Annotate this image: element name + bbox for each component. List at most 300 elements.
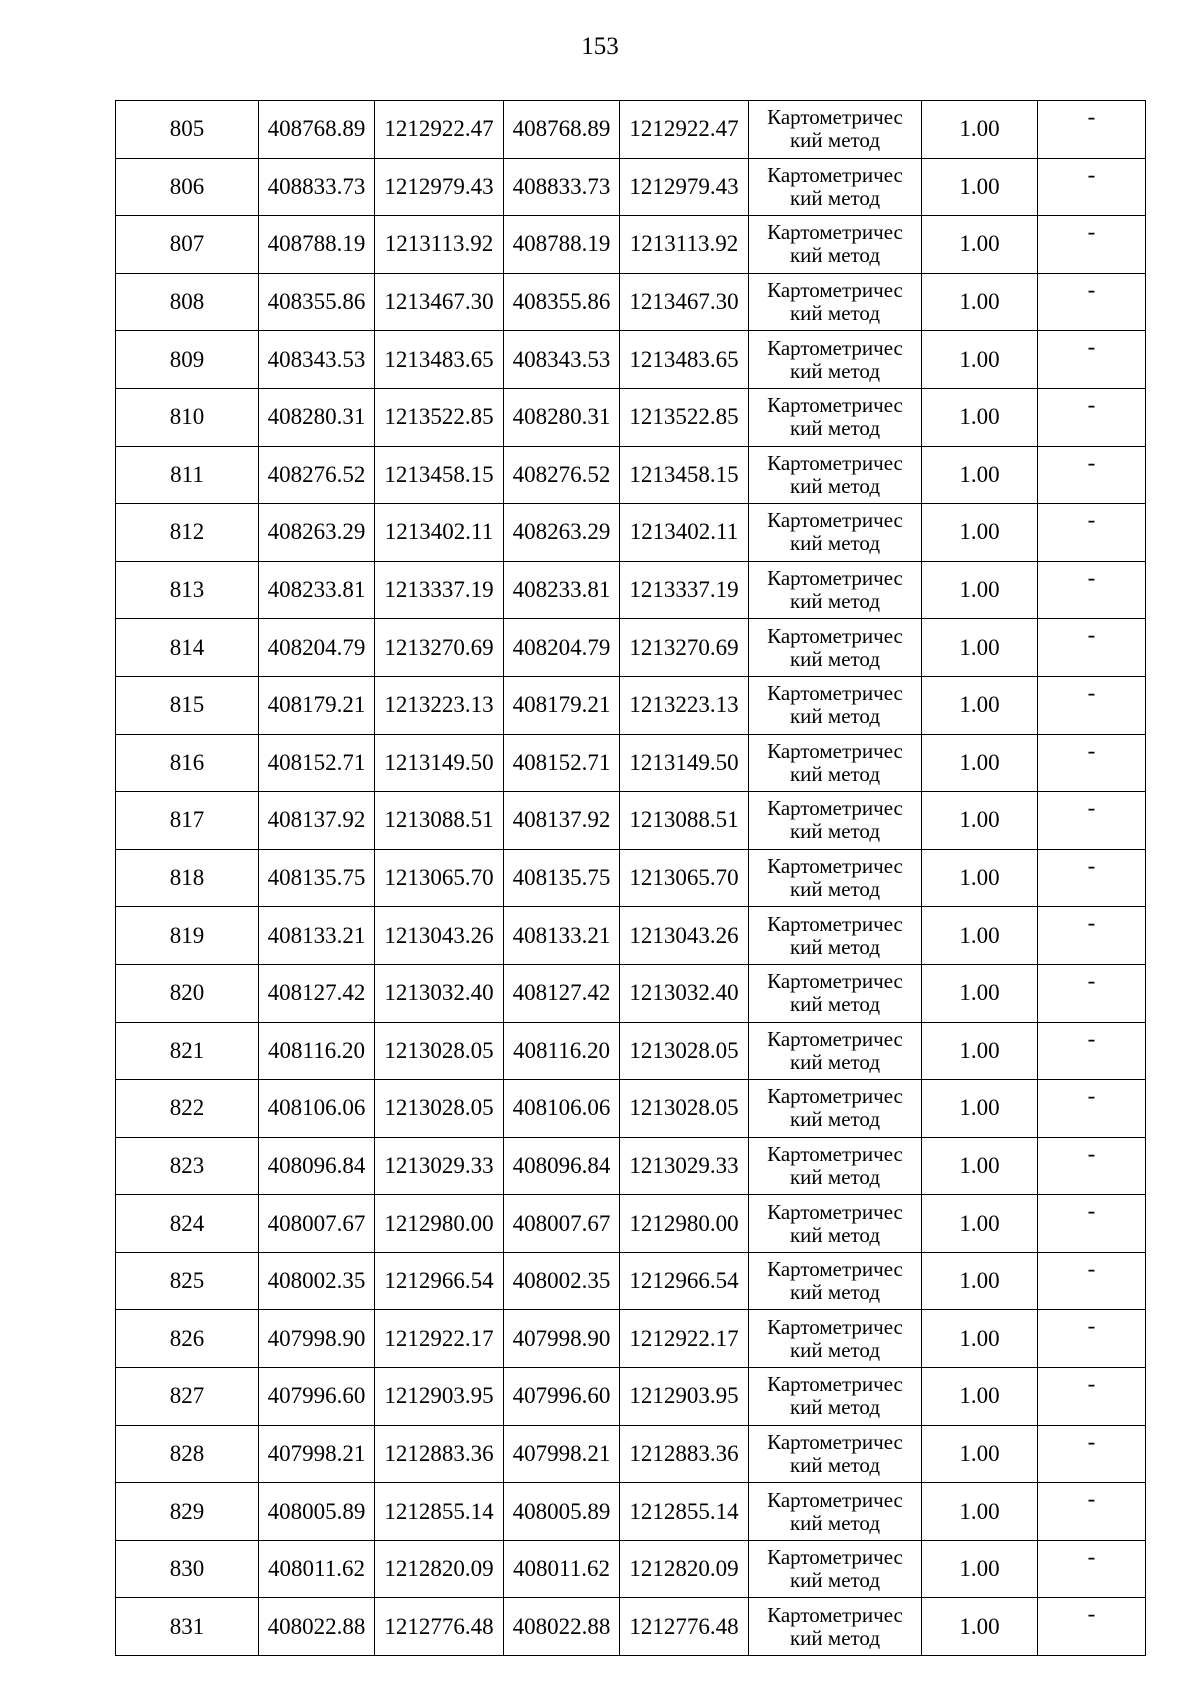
method-text-line1: Картометричес: [767, 335, 903, 360]
method-cell: [749, 1022, 922, 1080]
existing-x-cell: 408127.42: [259, 964, 375, 1022]
table-row: [116, 101, 1146, 159]
accuracy-cell: 1.00: [922, 504, 1038, 562]
table-row: [116, 1368, 1146, 1426]
point-number-cell: 817: [116, 792, 259, 850]
point-number-cell: 808: [116, 273, 259, 331]
method-text-line2: кий метод: [789, 358, 881, 383]
method-text-line1: Картометричес: [767, 1314, 903, 1339]
existing-y-cell: 1213483.65: [375, 331, 504, 389]
method-cell: [749, 1425, 922, 1483]
refined-y-cell: 1212820.09: [620, 1540, 749, 1598]
refined-x-cell: 408002.35: [504, 1252, 620, 1310]
table-row: [116, 734, 1146, 792]
existing-y-cell: 1213149.50: [375, 734, 504, 792]
point-number-cell: 818: [116, 849, 259, 907]
table-row: [116, 907, 1146, 965]
refined-y-cell: 1213149.50: [620, 734, 749, 792]
refined-y-cell: 1213402.11: [620, 504, 749, 562]
accuracy-cell: 1.00: [922, 1368, 1038, 1426]
existing-x-cell: 408768.89: [259, 101, 375, 159]
method-text-line1: Картометричес: [767, 911, 903, 936]
method-text-line1: Картометричес: [767, 566, 903, 591]
existing-x-cell: 408788.19: [259, 216, 375, 274]
existing-x-cell: 408137.92: [259, 792, 375, 850]
method-cell: [749, 1137, 922, 1195]
point-number-cell: 810: [116, 388, 259, 446]
existing-y-cell: 1213043.26: [375, 907, 504, 965]
existing-y-cell: 1212966.54: [375, 1252, 504, 1310]
table-row: [116, 1540, 1146, 1598]
method-text-line2: кий метод: [789, 877, 881, 902]
existing-y-cell: 1212820.09: [375, 1540, 504, 1598]
method-text-line2: кий метод: [789, 243, 881, 268]
existing-y-cell: 1213028.05: [375, 1080, 504, 1138]
method-text-line2: кий метод: [789, 646, 881, 671]
refined-x-cell: 408133.21: [504, 907, 620, 965]
existing-y-cell: 1213522.85: [375, 388, 504, 446]
method-text-line1: Картометричес: [767, 508, 903, 533]
note-cell: -: [1038, 158, 1146, 216]
existing-y-cell: 1212903.95: [375, 1368, 504, 1426]
existing-y-cell: 1212883.36: [375, 1425, 504, 1483]
note-cell: -: [1038, 676, 1146, 734]
note-cell: -: [1038, 792, 1146, 850]
existing-y-cell: 1213032.40: [375, 964, 504, 1022]
point-number-cell: 806: [116, 158, 259, 216]
method-cell: [749, 388, 922, 446]
refined-x-cell: 408833.73: [504, 158, 620, 216]
method-cell: [749, 504, 922, 562]
existing-x-cell: 408280.31: [259, 388, 375, 446]
table-row: [116, 273, 1146, 331]
method-text-line2: кий метод: [789, 761, 881, 786]
accuracy-cell: 1.00: [922, 1598, 1038, 1656]
existing-x-cell: 408007.67: [259, 1195, 375, 1253]
method-cell: [749, 1483, 922, 1541]
refined-x-cell: 408011.62: [504, 1540, 620, 1598]
note-cell: -: [1038, 619, 1146, 677]
point-number-cell: 820: [116, 964, 259, 1022]
refined-y-cell: 1212855.14: [620, 1483, 749, 1541]
point-number-cell: 823: [116, 1137, 259, 1195]
refined-x-cell: 407998.90: [504, 1310, 620, 1368]
note-cell: -: [1038, 849, 1146, 907]
note-cell: -: [1038, 1252, 1146, 1310]
method-cell: [749, 619, 922, 677]
refined-x-cell: 408116.20: [504, 1022, 620, 1080]
note-cell: -: [1038, 504, 1146, 562]
existing-y-cell: 1212922.17: [375, 1310, 504, 1368]
table-row: [116, 216, 1146, 274]
method-cell: [749, 792, 922, 850]
table-row: [116, 1598, 1146, 1656]
accuracy-cell: 1.00: [922, 446, 1038, 504]
method-text-line1: Картометричес: [767, 854, 903, 879]
accuracy-cell: 1.00: [922, 101, 1038, 159]
method-text-line1: Картометричес: [767, 969, 903, 994]
point-number-cell: 819: [116, 907, 259, 965]
table-row: [116, 619, 1146, 677]
accuracy-cell: 1.00: [922, 964, 1038, 1022]
point-number-cell: 825: [116, 1252, 259, 1310]
point-number-cell: 829: [116, 1483, 259, 1541]
note-cell: -: [1038, 1598, 1146, 1656]
existing-x-cell: 408204.79: [259, 619, 375, 677]
refined-y-cell: 1213337.19: [620, 561, 749, 619]
method-text-line1: Картометричес: [767, 1372, 903, 1397]
accuracy-cell: 1.00: [922, 388, 1038, 446]
existing-x-cell: 408355.86: [259, 273, 375, 331]
existing-x-cell: 407998.21: [259, 1425, 375, 1483]
accuracy-cell: 1.00: [922, 907, 1038, 965]
accuracy-cell: 1.00: [922, 676, 1038, 734]
method-text-line1: Картометричес: [767, 278, 903, 303]
method-text-line1: Картометричес: [767, 162, 903, 187]
point-number-cell: 805: [116, 101, 259, 159]
method-text-line2: кий метод: [789, 1280, 881, 1305]
refined-x-cell: 408355.86: [504, 273, 620, 331]
method-text-line2: кий метод: [789, 301, 881, 326]
existing-x-cell: 408263.29: [259, 504, 375, 562]
refined-y-cell: 1213467.30: [620, 273, 749, 331]
note-cell: -: [1038, 1080, 1146, 1138]
point-number-cell: 815: [116, 676, 259, 734]
method-cell: [749, 1540, 922, 1598]
note-cell: -: [1038, 1540, 1146, 1598]
method-cell: [749, 446, 922, 504]
table-row: [116, 1137, 1146, 1195]
existing-y-cell: 1212979.43: [375, 158, 504, 216]
method-cell: [749, 1252, 922, 1310]
refined-y-cell: 1213065.70: [620, 849, 749, 907]
method-text-line2: кий метод: [789, 704, 881, 729]
table-row: [116, 158, 1146, 216]
refined-y-cell: 1212980.00: [620, 1195, 749, 1253]
method-text-line2: кий метод: [789, 1337, 881, 1362]
refined-y-cell: 1213028.05: [620, 1022, 749, 1080]
refined-x-cell: 407998.21: [504, 1425, 620, 1483]
existing-x-cell: 408343.53: [259, 331, 375, 389]
method-cell: [749, 1195, 922, 1253]
table-row: [116, 504, 1146, 562]
note-cell: -: [1038, 101, 1146, 159]
method-text-line2: кий метод: [789, 1452, 881, 1477]
note-cell: -: [1038, 1022, 1146, 1080]
method-cell: [749, 849, 922, 907]
method-text-line1: Картометричес: [767, 1199, 903, 1224]
method-text-line1: Картометричес: [767, 1429, 903, 1454]
table-row: [116, 1022, 1146, 1080]
accuracy-cell: 1.00: [922, 561, 1038, 619]
method-cell: [749, 1080, 922, 1138]
note-cell: -: [1038, 1368, 1146, 1426]
existing-y-cell: 1213113.92: [375, 216, 504, 274]
method-text-line2: кий метод: [789, 819, 881, 844]
method-cell: [749, 561, 922, 619]
point-number-cell: 830: [116, 1540, 259, 1598]
existing-y-cell: 1213458.15: [375, 446, 504, 504]
refined-x-cell: 408343.53: [504, 331, 620, 389]
coordinates-table: [115, 100, 1146, 1656]
page-number: 153: [581, 33, 619, 60]
table-row: [116, 1310, 1146, 1368]
existing-y-cell: 1213029.33: [375, 1137, 504, 1195]
refined-x-cell: 408135.75: [504, 849, 620, 907]
note-cell: -: [1038, 1310, 1146, 1368]
note-cell: -: [1038, 216, 1146, 274]
method-text-line1: Картометричес: [767, 393, 903, 418]
accuracy-cell: 1.00: [922, 1137, 1038, 1195]
method-cell: [749, 158, 922, 216]
accuracy-cell: 1.00: [922, 1483, 1038, 1541]
note-cell: -: [1038, 1195, 1146, 1253]
refined-x-cell: 408007.67: [504, 1195, 620, 1253]
existing-y-cell: 1213223.13: [375, 676, 504, 734]
refined-y-cell: 1213458.15: [620, 446, 749, 504]
accuracy-cell: 1.00: [922, 849, 1038, 907]
method-text-line2: кий метод: [789, 1395, 881, 1420]
refined-x-cell: 408005.89: [504, 1483, 620, 1541]
table-row: [116, 849, 1146, 907]
point-number-cell: 816: [116, 734, 259, 792]
method-text-line2: кий метод: [789, 1510, 881, 1535]
existing-x-cell: 408011.62: [259, 1540, 375, 1598]
point-number-cell: 814: [116, 619, 259, 677]
method-cell: [749, 734, 922, 792]
table-row: [116, 1483, 1146, 1541]
method-text-line1: Картометричес: [767, 1026, 903, 1051]
table-row: [116, 1425, 1146, 1483]
existing-x-cell: 408096.84: [259, 1137, 375, 1195]
refined-x-cell: 408233.81: [504, 561, 620, 619]
refined-y-cell: 1212979.43: [620, 158, 749, 216]
existing-y-cell: 1213467.30: [375, 273, 504, 331]
method-text-line2: кий метод: [789, 1164, 881, 1189]
point-number-cell: 831: [116, 1598, 259, 1656]
refined-y-cell: 1212903.95: [620, 1368, 749, 1426]
refined-y-cell: 1213032.40: [620, 964, 749, 1022]
table-row: [116, 1252, 1146, 1310]
existing-y-cell: 1213337.19: [375, 561, 504, 619]
refined-y-cell: 1212966.54: [620, 1252, 749, 1310]
note-cell: -: [1038, 1425, 1146, 1483]
method-cell: [749, 907, 922, 965]
existing-y-cell: 1213065.70: [375, 849, 504, 907]
method-text-line1: Картометричес: [767, 450, 903, 475]
refined-y-cell: 1213483.65: [620, 331, 749, 389]
table-row: [116, 964, 1146, 1022]
method-text-line1: Картометричес: [767, 220, 903, 245]
accuracy-cell: 1.00: [922, 331, 1038, 389]
method-text-line2: кий метод: [789, 1049, 881, 1074]
refined-y-cell: 1213223.13: [620, 676, 749, 734]
accuracy-cell: 1.00: [922, 1080, 1038, 1138]
table-row: [116, 1195, 1146, 1253]
table-row: [116, 676, 1146, 734]
point-number-cell: 826: [116, 1310, 259, 1368]
existing-y-cell: 1212776.48: [375, 1598, 504, 1656]
method-cell: [749, 1598, 922, 1656]
existing-x-cell: 407998.90: [259, 1310, 375, 1368]
method-text-line1: Картометричес: [767, 1141, 903, 1166]
note-cell: -: [1038, 446, 1146, 504]
method-text-line1: Картометричес: [767, 105, 903, 130]
refined-x-cell: 408022.88: [504, 1598, 620, 1656]
accuracy-cell: 1.00: [922, 1310, 1038, 1368]
table-row: [116, 792, 1146, 850]
refined-y-cell: 1212776.48: [620, 1598, 749, 1656]
refined-y-cell: 1212922.47: [620, 101, 749, 159]
note-cell: -: [1038, 1137, 1146, 1195]
table-row: [116, 331, 1146, 389]
accuracy-cell: 1.00: [922, 792, 1038, 850]
note-cell: -: [1038, 388, 1146, 446]
method-text-line2: кий метод: [789, 1107, 881, 1132]
existing-y-cell: 1213028.05: [375, 1022, 504, 1080]
method-text-line1: Картометричес: [767, 1084, 903, 1109]
refined-x-cell: 408276.52: [504, 446, 620, 504]
method-text-line1: Картометричес: [767, 1602, 903, 1627]
refined-y-cell: 1212883.36: [620, 1425, 749, 1483]
existing-x-cell: 408106.06: [259, 1080, 375, 1138]
refined-y-cell: 1213029.33: [620, 1137, 749, 1195]
existing-x-cell: 407996.60: [259, 1368, 375, 1426]
existing-x-cell: 408005.89: [259, 1483, 375, 1541]
refined-x-cell: 408106.06: [504, 1080, 620, 1138]
table-body: [116, 101, 1146, 1656]
accuracy-cell: 1.00: [922, 1022, 1038, 1080]
accuracy-cell: 1.00: [922, 1540, 1038, 1598]
table-row: [116, 446, 1146, 504]
existing-x-cell: 408133.21: [259, 907, 375, 965]
refined-x-cell: 408788.19: [504, 216, 620, 274]
note-cell: -: [1038, 273, 1146, 331]
accuracy-cell: 1.00: [922, 273, 1038, 331]
method-text-line2: кий метод: [789, 1222, 881, 1247]
refined-x-cell: 407996.60: [504, 1368, 620, 1426]
point-number-cell: 813: [116, 561, 259, 619]
method-text-line2: кий метод: [789, 992, 881, 1017]
point-number-cell: 807: [116, 216, 259, 274]
point-number-cell: 827: [116, 1368, 259, 1426]
method-text-line1: Картометричес: [767, 1545, 903, 1570]
refined-y-cell: 1213522.85: [620, 388, 749, 446]
existing-x-cell: 408233.81: [259, 561, 375, 619]
method-cell: [749, 273, 922, 331]
method-text-line2: кий метод: [789, 185, 881, 210]
point-number-cell: 828: [116, 1425, 259, 1483]
refined-x-cell: 408096.84: [504, 1137, 620, 1195]
accuracy-cell: 1.00: [922, 216, 1038, 274]
accuracy-cell: 1.00: [922, 1425, 1038, 1483]
method-cell: [749, 676, 922, 734]
refined-y-cell: 1213088.51: [620, 792, 749, 850]
table-row: [116, 388, 1146, 446]
point-number-cell: 811: [116, 446, 259, 504]
existing-x-cell: 408152.71: [259, 734, 375, 792]
note-cell: -: [1038, 734, 1146, 792]
existing-y-cell: 1212922.47: [375, 101, 504, 159]
method-text-line2: кий метод: [789, 473, 881, 498]
note-cell: -: [1038, 964, 1146, 1022]
method-text-line2: кий метод: [789, 416, 881, 441]
existing-x-cell: 408179.21: [259, 676, 375, 734]
method-text-line2: кий метод: [789, 1625, 881, 1650]
note-cell: -: [1038, 907, 1146, 965]
existing-y-cell: 1213270.69: [375, 619, 504, 677]
note-cell: -: [1038, 331, 1146, 389]
method-text-line2: кий метод: [789, 934, 881, 959]
method-cell: [749, 964, 922, 1022]
refined-x-cell: 408179.21: [504, 676, 620, 734]
point-number-cell: 824: [116, 1195, 259, 1253]
refined-x-cell: 408137.92: [504, 792, 620, 850]
method-text-line1: Картометричес: [767, 796, 903, 821]
refined-x-cell: 408127.42: [504, 964, 620, 1022]
refined-x-cell: 408152.71: [504, 734, 620, 792]
existing-y-cell: 1212980.00: [375, 1195, 504, 1253]
refined-y-cell: 1213113.92: [620, 216, 749, 274]
method-text-line1: Картометричес: [767, 1487, 903, 1512]
refined-y-cell: 1213043.26: [620, 907, 749, 965]
method-text-line1: Картометричес: [767, 681, 903, 706]
existing-x-cell: 408022.88: [259, 1598, 375, 1656]
method-text-line1: Картометричес: [767, 738, 903, 763]
accuracy-cell: 1.00: [922, 1252, 1038, 1310]
refined-y-cell: 1213028.05: [620, 1080, 749, 1138]
refined-y-cell: 1213270.69: [620, 619, 749, 677]
method-text-line2: кий метод: [789, 128, 881, 153]
existing-x-cell: 408002.35: [259, 1252, 375, 1310]
existing-y-cell: 1213088.51: [375, 792, 504, 850]
point-number-cell: 809: [116, 331, 259, 389]
method-text-line1: Картометричес: [767, 623, 903, 648]
method-cell: [749, 216, 922, 274]
accuracy-cell: 1.00: [922, 734, 1038, 792]
point-number-cell: 812: [116, 504, 259, 562]
note-cell: -: [1038, 561, 1146, 619]
table-row: [116, 561, 1146, 619]
existing-x-cell: 408116.20: [259, 1022, 375, 1080]
refined-x-cell: 408263.29: [504, 504, 620, 562]
method-cell: [749, 101, 922, 159]
accuracy-cell: 1.00: [922, 158, 1038, 216]
point-number-cell: 822: [116, 1080, 259, 1138]
refined-x-cell: 408768.89: [504, 101, 620, 159]
existing-x-cell: 408276.52: [259, 446, 375, 504]
method-text-line2: кий метод: [789, 589, 881, 614]
point-number-cell: 821: [116, 1022, 259, 1080]
refined-x-cell: 408280.31: [504, 388, 620, 446]
method-text-line2: кий метод: [789, 531, 881, 556]
method-cell: [749, 1368, 922, 1426]
existing-y-cell: 1212855.14: [375, 1483, 504, 1541]
method-cell: [749, 331, 922, 389]
method-text-line1: Картометричес: [767, 1257, 903, 1282]
accuracy-cell: 1.00: [922, 619, 1038, 677]
existing-y-cell: 1213402.11: [375, 504, 504, 562]
refined-y-cell: 1212922.17: [620, 1310, 749, 1368]
existing-x-cell: 408833.73: [259, 158, 375, 216]
method-text-line2: кий метод: [789, 1568, 881, 1593]
method-cell: [749, 1310, 922, 1368]
accuracy-cell: 1.00: [922, 1195, 1038, 1253]
refined-x-cell: 408204.79: [504, 619, 620, 677]
note-cell: -: [1038, 1483, 1146, 1541]
table-row: [116, 1080, 1146, 1138]
existing-x-cell: 408135.75: [259, 849, 375, 907]
